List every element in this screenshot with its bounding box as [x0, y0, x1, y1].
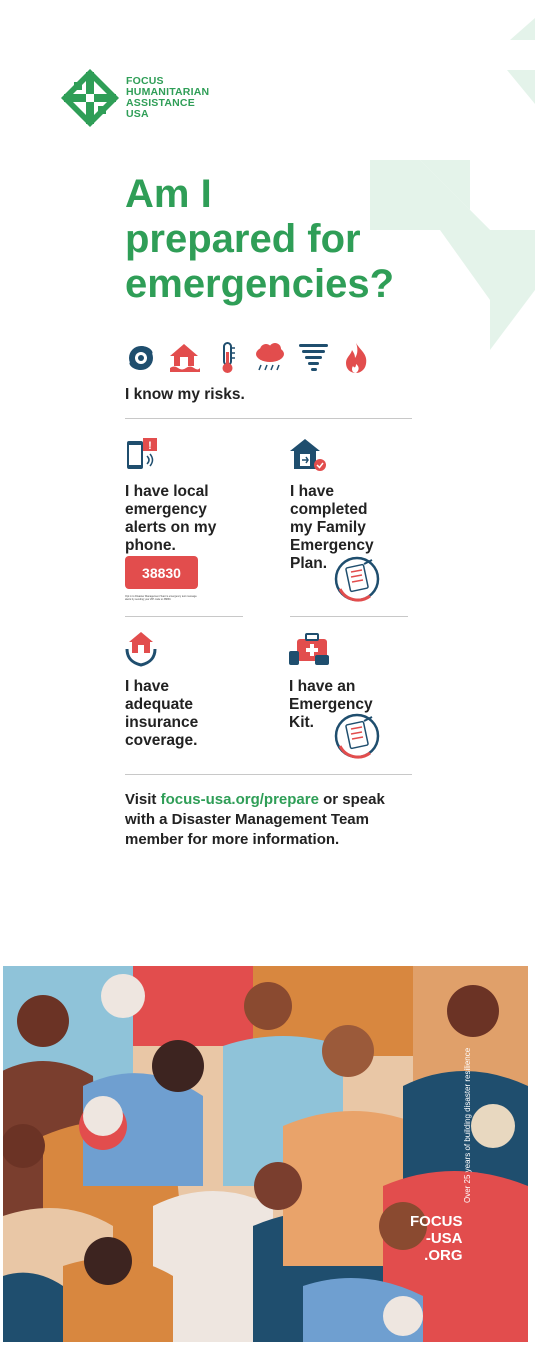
- checklist-item-alerts: [125, 437, 216, 555]
- divider: [125, 774, 412, 775]
- headline: [125, 172, 394, 307]
- footer-brand-line: .ORG: [424, 1247, 463, 1264]
- item-label-line: Plan.: [290, 555, 328, 572]
- item-label-line: insurance: [125, 714, 199, 731]
- headline-line: emergencies?: [125, 262, 395, 306]
- logo-wordmark: [126, 76, 209, 120]
- logo-line: USA: [126, 108, 149, 120]
- item-label-line: I have: [125, 678, 169, 695]
- item-label-line: I have local: [125, 483, 209, 500]
- footer-brand-line: FOCUS: [410, 1213, 463, 1230]
- item-label-line: phone.: [125, 537, 176, 554]
- thermometer-icon: [211, 340, 244, 375]
- visit-line: with a Disaster Management Team: [125, 811, 369, 828]
- footer-brand: [410, 1213, 463, 1264]
- fire-icon: [340, 340, 373, 375]
- item-label-line: completed: [290, 501, 368, 518]
- item-label-line: Emergency: [290, 537, 374, 554]
- flood-house-icon: [168, 340, 201, 375]
- footer-tagline: Over 25 years of building disaster resilience: [463, 1047, 472, 1203]
- item-label-line: I have an: [289, 678, 356, 695]
- headline-line: prepared for: [125, 217, 361, 261]
- item-label-line: adequate: [125, 696, 194, 713]
- logo-line: ASSISTANCE: [126, 97, 195, 109]
- crowd-illustration: [3, 966, 528, 1342]
- footer-brand-line: -USA: [425, 1230, 463, 1247]
- first-aid-kit-icon: [289, 631, 331, 667]
- item-label-line: Kit.: [289, 714, 314, 731]
- checklist-badge-icon: [334, 556, 380, 602]
- risk-icons-row: [125, 340, 373, 375]
- visit-line: member for more information.: [125, 831, 340, 848]
- item-label-line: coverage.: [125, 732, 198, 749]
- sms-code-button[interactable]: 38830: [125, 556, 198, 589]
- tornado-icon: [297, 340, 330, 375]
- phone-alert-icon: [125, 437, 160, 472]
- divider: [125, 616, 243, 617]
- item-label-line: my Family: [290, 519, 366, 536]
- headline-line: Am I: [125, 172, 212, 216]
- checklist-item-plan: [290, 437, 374, 573]
- organization-logo: [60, 68, 209, 128]
- checklist-badge-icon: [334, 713, 380, 759]
- visit-info: [125, 790, 385, 850]
- divider: [125, 418, 412, 419]
- logo-line: FOCUS: [126, 75, 164, 87]
- sms-fine-print: Opt in to Disaster Management Team's emergency text message alerts by sending your ZIP code to 38830.: [125, 595, 197, 601]
- item-label-line: alerts on my: [125, 519, 217, 536]
- checklist-item-insurance: [125, 631, 198, 750]
- logo-line: HUMANITARIAN: [126, 86, 210, 98]
- item-label-line: I have: [290, 483, 334, 500]
- house-check-icon: [290, 437, 328, 472]
- item-label: [125, 678, 198, 750]
- item-label: [125, 483, 216, 555]
- svg-text:!: !: [148, 440, 152, 452]
- prepare-link[interactable]: focus-usa.org/prepare: [160, 791, 319, 808]
- logo-mark-icon: [60, 68, 120, 128]
- cyclone-icon: [125, 340, 158, 375]
- storm-cloud-icon: [254, 340, 287, 375]
- divider: [290, 616, 408, 617]
- visit-prefix: Visit: [125, 791, 161, 808]
- insured-house-icon: [125, 631, 157, 667]
- visit-suffix: or speak: [318, 791, 385, 808]
- item-label-line: emergency: [125, 501, 207, 518]
- item-label-line: Emergency: [289, 696, 373, 713]
- risks-statement: I know my risks.: [125, 386, 245, 403]
